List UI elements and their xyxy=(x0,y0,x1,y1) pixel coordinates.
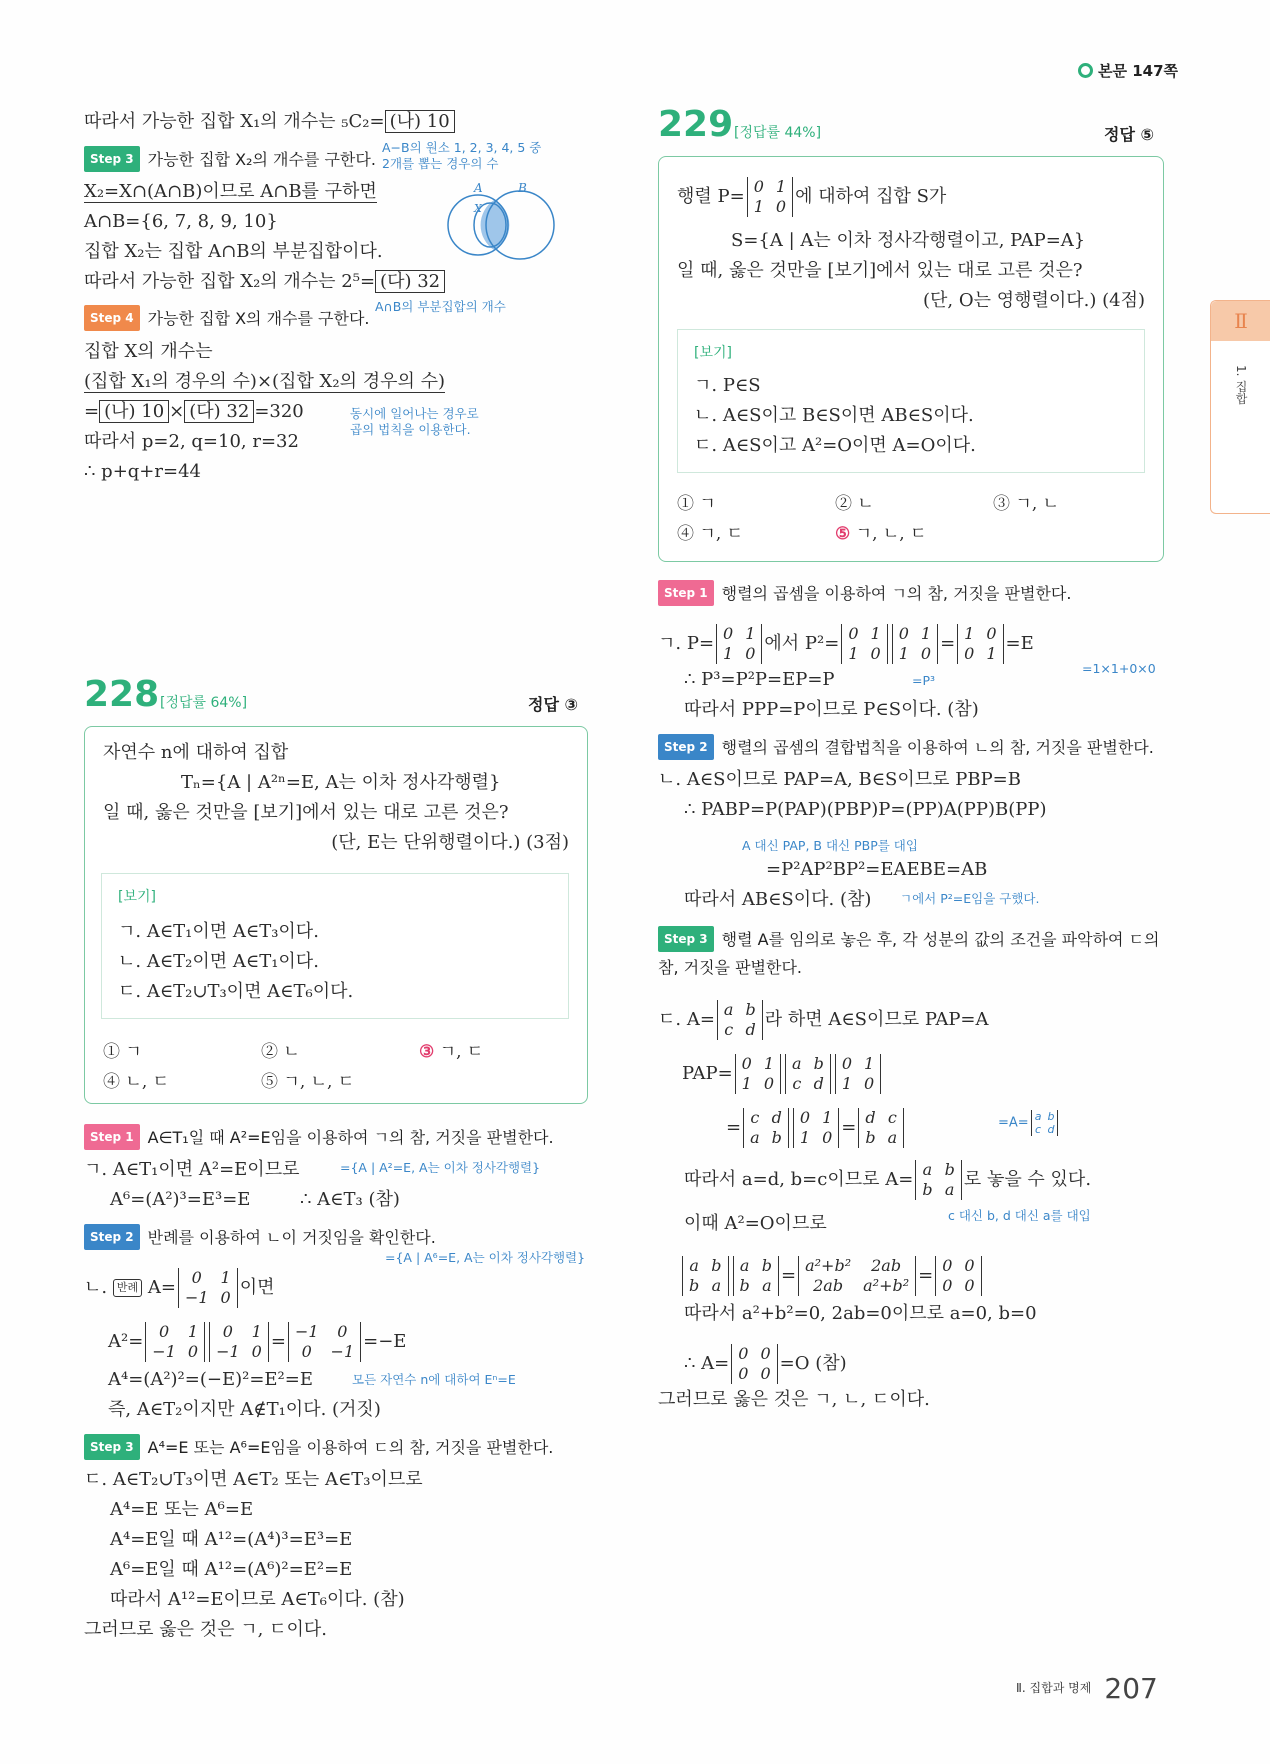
footer-section: Ⅱ. 집합과 명제 xyxy=(1016,1681,1092,1695)
matrix-entry: −1 xyxy=(184,1288,209,1307)
matrix-entry: −1 xyxy=(152,1342,176,1361)
p229-s2-note1: A 대신 PAP, B 대신 PBP를 대입 xyxy=(742,838,918,853)
matrix-entry: a xyxy=(689,1256,699,1275)
matrix xyxy=(716,624,762,664)
p228-choice-2[interactable]: ② ㄴ xyxy=(261,1042,300,1062)
matrix-entry: b xyxy=(745,1000,756,1019)
tl-line2: X₂=X∩(A∩B)이므로 A∩B를 구하면 xyxy=(84,181,377,202)
matrix-entry: 0 xyxy=(301,1342,312,1361)
matrix-entry: 0 xyxy=(964,1276,975,1295)
matrix-entry: 0 xyxy=(898,624,909,643)
matrix-entry: 0 xyxy=(841,1054,853,1073)
matrix-entry: d xyxy=(745,1020,756,1039)
matrix-entry: 0 xyxy=(187,1342,199,1361)
matrix-entry: b xyxy=(1047,1110,1055,1123)
matrix-entry: 0 xyxy=(738,1344,749,1363)
matrix xyxy=(1031,1110,1059,1136)
matrix-entry: c xyxy=(887,1108,897,1127)
matrix-entry: 2ab xyxy=(813,1276,844,1295)
matrix xyxy=(733,1256,780,1296)
tl-line1: 따라서 가능한 집합 X₁의 개수는 ₅C₂= (나) 10 xyxy=(84,110,455,134)
matrix-entry: 0 xyxy=(723,624,734,643)
p229-s1-l1: ㄱ. P= 0 1 1 0 에서 P²= 0 1 1 0 0 1 1 0 = 1 0 0 1 =E xyxy=(658,624,1034,663)
matrix-entry: a xyxy=(944,1180,955,1199)
matrix-entry: 1 xyxy=(964,624,975,643)
matrix-entry: d xyxy=(1047,1123,1055,1136)
p228-s2-l3: A⁴=(A²)²=(−E)²=E²=E xyxy=(108,1369,313,1390)
matrix-entry: 1 xyxy=(220,1268,231,1287)
p228-answer: 정답 ③ xyxy=(528,695,579,714)
p229-s3-note2: c 대신 b, d 대신 a를 대입 xyxy=(948,1208,1091,1223)
tl-line4: 집합 X₂는 집합 A∩B의 부분집합이다. xyxy=(84,241,383,262)
venn-intersection xyxy=(481,200,510,250)
matrix-entry: −1 xyxy=(294,1322,319,1341)
chapter-tab-label: 1. 집합 xyxy=(1234,365,1248,405)
tl-note1: A−B의 원소 1, 2, 3, 4, 5 중 2개를 뽑는 경우의 수 xyxy=(382,140,542,171)
venn-diagram xyxy=(440,178,570,273)
p228-q3: 일 때, 옳은 것만을 [보기]에서 있는 대로 고른 것은? xyxy=(103,802,509,823)
matrix-entry: 0 xyxy=(220,1288,231,1307)
tl-line7: (집합 X₁의 경우의 수)×(집합 X₂의 경우의 수) xyxy=(84,371,445,392)
answer-box-da: (다) 32 xyxy=(375,270,445,293)
p229-s1-l3: 따라서 PPP=P이므로 P∈S이다. (참) xyxy=(684,699,979,720)
matrix xyxy=(785,1054,831,1094)
matrix xyxy=(793,1108,839,1148)
tl-line9: 따라서 p=2, q=10, r=32 xyxy=(84,431,299,452)
matrix-entry: 0 xyxy=(870,644,881,663)
p229-s3-l4: 따라서 a=d, b=c이므로 A= a b b a 로 놓을 수 있다. xyxy=(684,1160,1092,1199)
p229-s3-l6: a b b a a b b a = a²+b² 2ab 2ab a²+b² = 0 0 0 0 xyxy=(680,1256,984,1296)
p228-number: 228 xyxy=(84,674,160,715)
p228-s1-l1: ㄱ. A∈T₁이면 A²=E이므로 xyxy=(84,1159,300,1180)
counterexample-tag: 반례 xyxy=(113,1279,142,1297)
tl-line8: = (나) 10 × (다) 32 =320 xyxy=(84,401,304,422)
p229-s3-l2: PAP= 0 1 1 0 a b c d 0 1 1 0 xyxy=(682,1054,883,1094)
p229-s3-l5: 이때 A²=O이므로 xyxy=(684,1213,827,1234)
matrix-entry: 1 xyxy=(841,1074,853,1093)
matrix-entry: 2ab xyxy=(871,1256,902,1275)
header-ref: 본문 147쪽 xyxy=(1078,60,1178,81)
matrix-entry: 1 xyxy=(864,1054,875,1073)
venn-label-a: A xyxy=(474,181,483,195)
matrix-entry: 1 xyxy=(723,644,734,663)
venn-label-x: X xyxy=(474,202,482,215)
matrix xyxy=(717,1000,763,1040)
matrix-entry: 1 xyxy=(870,624,881,643)
p228-s3-l2: A⁴=E 또는 A⁶=E xyxy=(110,1499,254,1520)
matrix xyxy=(858,1108,904,1148)
tl-note3: 동시에 일어나는 경우로 곱의 법칙을 이용한다. xyxy=(350,406,479,437)
p229-s2-l1: ㄴ. A∈S이므로 PAP=A, B∈S이므로 PBP=B xyxy=(658,769,1021,790)
matrix-entry: d xyxy=(813,1074,824,1093)
p229-s2-l4: 따라서 AB∈S이다. (참) xyxy=(684,889,872,910)
venn-label-b: B xyxy=(518,181,527,195)
matrix-entry: a xyxy=(922,1160,933,1179)
matrix-entry: 0 xyxy=(942,1276,953,1295)
tl-line6: 집합 X의 개수는 xyxy=(84,341,213,362)
p228-s3-l6: 그러므로 옳은 것은 ㄱ, ㄷ이다. xyxy=(84,1619,327,1640)
tl-line3: A∩B={6, 7, 8, 9, 10} xyxy=(84,211,278,232)
p228-bogi-label: [보기] xyxy=(118,889,156,905)
matrix-entry: a xyxy=(739,1256,750,1275)
p228-s3-l5: 따라서 A¹²=E이므로 A∈T₆이다. (참) xyxy=(110,1589,405,1610)
page-number: 207 xyxy=(1104,1672,1158,1705)
matrix xyxy=(915,1160,962,1200)
matrix-entry: b xyxy=(711,1256,722,1275)
matrix-entry: d xyxy=(771,1108,782,1127)
matrix xyxy=(209,1322,269,1362)
matrix-entry: 0 xyxy=(986,624,997,643)
p229-s3-l7: 따라서 a²+b²=0, 2ab=0이므로 a=0, b=0 xyxy=(684,1303,1037,1324)
p229-s1-note2: =P³ xyxy=(912,673,936,688)
p229-s3-note1: =A= a b c d xyxy=(998,1110,1060,1136)
p228-q4: (단, E는 단위행렬이다.) (3점) xyxy=(331,832,569,853)
p228-s1-l2: A⁶=(A²)³=E³=E xyxy=(110,1189,251,1210)
matrix xyxy=(892,624,938,664)
matrix-entry: 1 xyxy=(763,1054,775,1073)
p229-rate: [정답률 44%] xyxy=(734,125,822,141)
p228-s1-header: Step 1 A∈T₁일 때 A²=E임을 이용하여 ㄱ의 참, 거짓을 판별한다. xyxy=(84,1124,554,1150)
matrix xyxy=(835,1054,881,1094)
circle-icon xyxy=(1078,63,1093,78)
matrix xyxy=(743,1108,789,1148)
matrix-entry: b xyxy=(761,1256,772,1275)
p229-s2-note2: ㄱ에서 P²=E임을 구했다. xyxy=(900,891,1040,906)
matrix-entry: b xyxy=(813,1054,824,1073)
matrix-entry: 0 xyxy=(745,644,756,663)
answer-box-na: (나) 10 xyxy=(385,110,455,133)
p228-choice-4[interactable]: ④ ㄴ, ㄷ xyxy=(103,1072,170,1092)
p228-s3-header: Step 3 A⁴=E 또는 A⁶=E임을 이용하여 ㄷ의 참, 거짓을 판별한다. xyxy=(84,1434,553,1460)
p228-b2: ㄴ. A∈T₂이면 A∈T₁이다. xyxy=(118,951,319,972)
check-mark-icon: ③ xyxy=(419,1042,435,1062)
matrix-entry: b xyxy=(865,1128,876,1147)
matrix xyxy=(841,624,887,664)
p229-choice-5[interactable]: ⑤ ㄱ, ㄴ, ㄷ xyxy=(835,524,927,544)
matrix xyxy=(735,1054,781,1094)
tl-step4: Step 4 가능한 집합 X의 개수를 구한다. xyxy=(84,305,370,331)
p229-q4: (단, O는 영행렬이다.) (4점) xyxy=(922,290,1145,311)
p228-choice-3[interactable]: ③ ㄱ, ㄷ xyxy=(419,1042,484,1062)
p228-s2-l4: 즉, A∈T₂이지만 A∉T₁이다. (거짓) xyxy=(108,1399,381,1420)
matrix-entry: −1 xyxy=(330,1342,355,1361)
matrix-entry: 0 xyxy=(920,644,932,663)
matrix-entry: 0 xyxy=(760,1344,771,1363)
p228-s3-l3: A⁴=E일 때 A¹²=(A⁴)³=E³=E xyxy=(110,1529,353,1550)
p228-s1-note: ={A | A²=E, A는 이차 정사각행렬} xyxy=(340,1160,541,1175)
matrix-entry: a xyxy=(887,1128,898,1147)
matrix xyxy=(935,1256,981,1296)
matrix-entry: b xyxy=(944,1160,955,1179)
p229-b2: ㄴ. A∈S이고 B∈S이면 AB∈S이다. xyxy=(694,405,974,426)
p228-q1: 자연수 n에 대하여 집합 xyxy=(103,742,289,763)
tl-step3: Step 3 가능한 집합 X₂의 개수를 구한다. xyxy=(84,146,376,172)
matrix-entry: 1 xyxy=(775,177,787,196)
matrix-entry: 0 xyxy=(864,1074,875,1093)
p229-question-box xyxy=(658,156,1164,562)
p228-choice-5[interactable]: ⑤ ㄱ, ㄴ, ㄷ xyxy=(261,1072,355,1092)
p229-q3: 일 때, 옳은 것만을 [보기]에서 있는 대로 고른 것은? xyxy=(677,260,1083,281)
p229-choice-2[interactable]: ② ㄴ xyxy=(835,494,874,514)
p228-s2-header: Step 2 반례를 이용하여 ㄴ이 거짓임을 확인한다. xyxy=(84,1224,436,1250)
p229-s3-l8: ∴ A= 0 0 0 0 =O (참) xyxy=(684,1344,847,1383)
p229-bogi-label: [보기] xyxy=(694,345,732,361)
tl-line10: ∴ p+q+r=44 xyxy=(84,461,201,482)
chapter-tab-roman: Ⅱ xyxy=(1211,301,1270,341)
matrix-entry: 1 xyxy=(745,624,756,643)
matrix-entry: a xyxy=(723,1000,734,1019)
matrix-entry: c xyxy=(750,1108,760,1127)
matrix xyxy=(178,1268,238,1308)
p229-s3-l3: = c d a b 0 1 1 0 = d c b a xyxy=(726,1108,906,1148)
matrix-entry: 0 xyxy=(964,1256,975,1275)
matrix xyxy=(747,177,793,217)
p229-choice-1[interactable]: ① ㄱ xyxy=(677,494,716,514)
matrix-entry: 0 xyxy=(222,1322,233,1341)
p229-s3-header: Step 3 행렬 A를 임의로 놓은 후, 각 성분의 값의 조건을 파악하여 ㄷ의 xyxy=(658,926,1159,952)
matrix-entry: 1 xyxy=(986,644,997,663)
p229-s2-l2: ∴ PABP=P(PAP)(PBP)P=(PP)A(PP)B(PP) xyxy=(684,799,1047,820)
tl-note2: A∩B의 부분집합의 개수 xyxy=(375,299,506,314)
p229-s2-header: Step 2 행렬의 곱셈의 결합법칙을 이용하여 ㄴ의 참, 거짓을 판별한다. xyxy=(658,734,1154,760)
matrix-entry: 0 xyxy=(964,644,975,663)
p229-b3: ㄷ. A∈S이고 A²=O이면 A=O이다. xyxy=(694,435,976,456)
p228-s2-l2: A²= 0 1 −1 0 0 1 −1 0 = −1 0 0 −1 =−E xyxy=(108,1322,407,1361)
p229-answer: 정답 ⑤ xyxy=(1104,125,1155,144)
matrix-entry: a xyxy=(711,1276,722,1295)
matrix xyxy=(288,1322,361,1362)
p228-bogi-box xyxy=(101,873,569,1019)
footer xyxy=(1016,1672,1158,1705)
matrix-entry: a²+b² xyxy=(863,1276,910,1295)
matrix-entry: 0 xyxy=(251,1342,262,1361)
p229-q1: 행렬 P= 0 1 1 0 에 대하여 집합 S가 xyxy=(677,177,947,216)
matrix-entry: 0 xyxy=(159,1322,170,1341)
matrix-entry: b xyxy=(739,1276,750,1295)
matrix-entry: 1 xyxy=(898,644,909,663)
matrix-entry: 0 xyxy=(763,1074,775,1093)
p229-s3-l9: 그러므로 옳은 것은 ㄱ, ㄴ, ㄷ이다. xyxy=(658,1389,930,1410)
p229-choice-3[interactable]: ③ ㄱ, ㄴ xyxy=(993,494,1060,514)
matrix-entry: b xyxy=(771,1128,782,1147)
p228-s2-l1: ㄴ. 반례 A= 0 1 −1 0 이면 xyxy=(84,1268,275,1307)
check-mark-icon: ⑤ xyxy=(835,524,851,544)
p228-s3-l4: A⁶=E일 때 A¹²=(A⁶)²=E²=E xyxy=(110,1559,353,1580)
p228-question-box xyxy=(84,726,588,1104)
matrix-entry: 1 xyxy=(799,1128,811,1147)
p229-s3-l1: ㄷ. A= a b c d 라 하면 A∈S이므로 PAP=A xyxy=(658,1000,989,1039)
matrix-entry: 0 xyxy=(775,197,787,216)
p229-s3-header2: 참, 거짓을 판별한다. xyxy=(658,958,802,977)
matrix-entry: 0 xyxy=(822,1128,833,1147)
p228-s1-l2b: ∴ A∈T₃ (참) xyxy=(300,1189,400,1210)
p228-q2: Tₙ={A | A²ⁿ=E, A는 이차 정사각행렬} xyxy=(181,772,501,793)
matrix-entry: 1 xyxy=(741,1074,752,1093)
p228-s2-note2: 모든 자연수 n에 대하여 Eⁿ=E xyxy=(352,1372,516,1387)
matrix xyxy=(682,1256,729,1296)
matrix-entry: 0 xyxy=(738,1364,749,1383)
matrix-entry: a xyxy=(792,1054,802,1073)
matrix-entry: 0 xyxy=(942,1256,953,1275)
p228-b1: ㄱ. A∈T₁이면 A∈T₃이다. xyxy=(118,921,319,942)
matrix-entry: c xyxy=(724,1020,734,1039)
matrix xyxy=(957,624,1003,664)
matrix xyxy=(145,1322,205,1362)
matrix-entry: 1 xyxy=(920,624,932,643)
p228-s3-l1: ㄷ. A∈T₂∪T₃이면 A∈T₂ 또는 A∈T₃이므로 xyxy=(84,1469,423,1490)
matrix xyxy=(731,1344,777,1384)
matrix-entry: b xyxy=(922,1180,933,1199)
matrix-entry: 0 xyxy=(741,1054,752,1073)
matrix-entry: c xyxy=(792,1074,802,1093)
matrix-entry: −1 xyxy=(216,1342,240,1361)
p228-choice-1[interactable]: ① ㄱ xyxy=(103,1042,142,1062)
chapter-tab xyxy=(1210,300,1270,514)
matrix-entry: 0 xyxy=(191,1268,202,1287)
p229-bogi-box xyxy=(677,329,1145,473)
p228-rate: [정답률 64%] xyxy=(160,695,248,711)
matrix-entry: 1 xyxy=(251,1322,262,1341)
matrix-entry: c xyxy=(1035,1123,1042,1136)
p229-s1-header: Step 1 행렬의 곱셈을 이용하여 ㄱ의 참, 거짓을 판별한다. xyxy=(658,580,1071,606)
matrix-entry: 0 xyxy=(753,177,764,196)
p229-s2-l3: =P²AP²BP²=EAEBE=AB xyxy=(766,859,988,880)
p229-choice-4[interactable]: ④ ㄱ, ㄷ xyxy=(677,524,744,544)
matrix-entry: 0 xyxy=(799,1108,811,1127)
p229-s1-note1: =1×1+0×0 xyxy=(1082,661,1156,676)
p229-number: 229 xyxy=(658,104,734,145)
matrix xyxy=(798,1256,916,1296)
matrix-entry: 1 xyxy=(822,1108,833,1127)
matrix-entry: a xyxy=(750,1128,760,1147)
p229-q2: S={A | A는 이차 정사각행렬이고, PAP=A} xyxy=(731,230,1086,251)
matrix-entry: 0 xyxy=(760,1364,771,1383)
matrix-entry: b xyxy=(689,1276,700,1295)
matrix-entry: 0 xyxy=(337,1322,348,1341)
matrix-entry: 0 xyxy=(848,624,859,643)
matrix-entry: a²+b² xyxy=(805,1256,852,1275)
matrix-entry: a xyxy=(762,1276,772,1295)
p228-s2-note: ={A | A⁶=E, A는 이차 정사각행렬} xyxy=(385,1250,586,1265)
p229-b1: ㄱ. P∈S xyxy=(694,375,761,396)
p228-b3: ㄷ. A∈T₂∪T₃이면 A∈T₆이다. xyxy=(118,981,354,1002)
matrix-entry: a xyxy=(1034,1110,1042,1123)
p229-s1-l2: ∴ P³=P²P=EP=P xyxy=(684,669,835,690)
matrix-entry: d xyxy=(865,1108,876,1127)
matrix-entry: 1 xyxy=(753,197,764,216)
tl-line5: 따라서 가능한 집합 X₂의 개수는 2⁵= (다) 32 xyxy=(84,270,445,294)
matrix-entry: 1 xyxy=(848,644,859,663)
matrix-entry: 1 xyxy=(187,1322,199,1341)
